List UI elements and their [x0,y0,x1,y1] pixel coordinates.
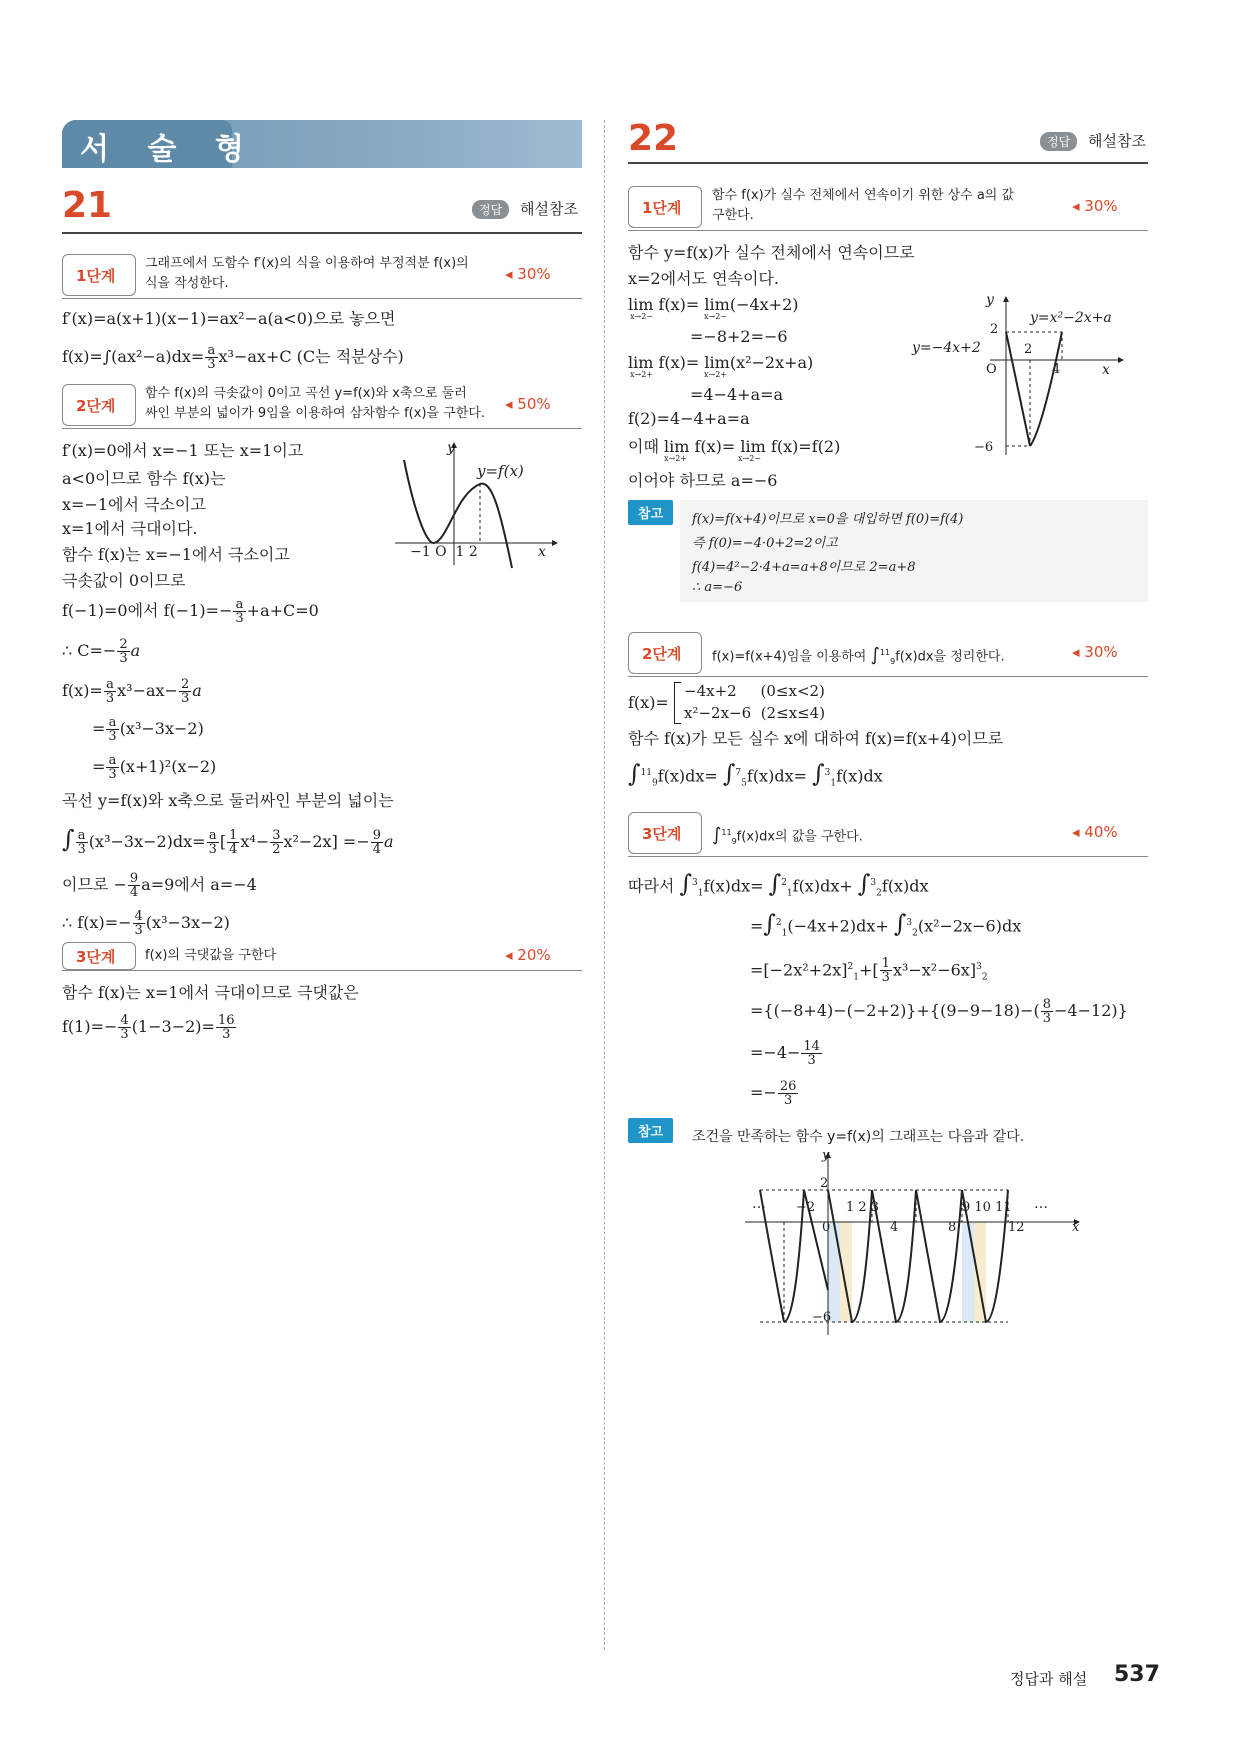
limit-sub: x→2− [630,312,654,321]
graph-left-label: y=−4x+2 [912,340,981,356]
note-line: 즉 f(0)=−4·0+2=2이고 [692,536,838,551]
text-line: f(x)= [628,693,669,712]
rule [62,970,582,971]
graph-tick: −6 [812,1310,832,1325]
text-line: = $\frac{a}{3}$ (x+1)²(x−2) [92,753,217,782]
rule [62,298,582,299]
rule [628,230,1148,231]
graph-origin: 0 [822,1220,831,1235]
area-integral: ∫ $\frac{a}{3}$ (x³−3x−2)dx= $\frac{a}{3}$ [ $\frac{1}{4}$ x⁴− $\frac{3}{2}$ x²−2x] =− $\frac{9}{4}$ a [62,825,394,857]
step3-percent: ◂ 40% [1072,823,1118,841]
step2-desc: 함수 f(x)의 극솟값이 0이고 곡선 y=f(x)와 x축으로 둘러 싸인 부분의 넓이가 9임을 이용하여 삼차함수 f(x)을 구한다. [145,386,486,421]
graph-x-label: x [1072,1220,1080,1235]
graph-y-label: y [986,292,994,308]
text-line: = $\frac{a}{3}$ (x³−3x−2) [92,715,204,744]
limit-sub: x→2+ [630,370,654,379]
footer-label: 정답과 해설 [1010,1670,1088,1688]
step1-desc: 그래프에서 도함수 f′(x)의 식을 이용하여 부정적분 f(x)의 식을 작성한다. [145,256,469,291]
note-badge: 참고 [628,500,673,525]
rule [62,232,582,234]
max-value-line: f(1)=− $\frac{4}{3}$ (1−3−2)= $\frac{16}{3}$ [62,1013,235,1042]
graph-y-label: y [447,440,455,456]
step3-label: 3단계 [642,825,682,843]
rule [628,676,1148,677]
step1-percent: ◂ 30% [505,265,551,283]
step2-label: 2단계 [76,397,116,415]
text-line: ∴ C=− $\frac{2}{3}$ a [62,637,141,666]
text-line: lim f(x)= lim(−4x+2) [628,295,799,314]
step2-percent: ◂ 50% [505,395,551,413]
text-line: 함수 y=f(x)가 실수 전체에서 연속이므로 [628,243,915,262]
answer-text: 해설참조 [520,200,578,218]
text-line: =− $\frac{26}{3}$ [750,1079,797,1108]
step3-percent: ◂ 20% [505,946,551,964]
text-line: x²−2x−6 (2≤x≤4) [684,704,826,722]
step3-desc: ∫$^{11}_9$f(x)dx의 값을 구한다. [712,824,863,846]
answer-badge: 정답 [1040,132,1077,151]
periodic-graph [740,1150,1090,1340]
integral-line: f(x)=∫(ax²−a)dx= $\frac{a}{3}$ x³−ax+C (C는 적분상수) [62,343,404,372]
step1-percent: ◂ 30% [1072,197,1118,215]
graph-tick: 8 [948,1220,957,1235]
step3-label: 3단계 [76,948,116,966]
text-line: 이때 lim f(x)= lim f(x)=f(2) [628,437,841,456]
answer-text: 해설참조 [1088,132,1146,150]
page-number: 537 [1114,1662,1160,1687]
text-line: f′(x)=0에서 x=−1 또는 x=1이고 [62,441,304,460]
text-line: 함수 f(x)가 모든 실수 x에 대하여 f(x)=f(x+4)이므로 [628,729,1004,748]
graph-tick: 2 [820,1176,829,1191]
step1-label: 1단계 [642,199,682,217]
note-line: 조건을 만족하는 함수 y=f(x)의 그래프는 다음과 같다. [692,1129,1025,1145]
derivative-line: f′(x)=a(x+1)(x−1)=ax²−a(a<0)으로 놓으면 [62,309,396,328]
step3-desc: f(x)의 극댓값을 구한다 [145,948,277,963]
text-line: f(2)=4−4+a=a [628,409,750,428]
text-line: f(x)= $\frac{a}{3}$ x³−ax− $\frac{2}{3}$ a [62,677,202,706]
integral-equality: ∫$^{11}_9$f(x)dx= ∫$^7_5$f(x)dx= ∫$^3_1$f(x)dx [628,759,883,789]
step2-percent: ◂ 30% [1072,643,1118,661]
graph-tick: −6 [974,440,994,455]
graph-ticks: 9 10 11 [962,1200,1012,1215]
problem-number-21: 21 [62,185,113,226]
graph-ticks: −1 O 1 2 [410,544,478,560]
rule [628,856,1148,857]
text-line: a<0이므로 함수 f(x)는 [62,469,226,488]
graph-tick: −2 [796,1200,816,1215]
step2-desc: f(x)=f(x+4)임을 이용하여 ∫$^{11}_9$f(x)dx을 정리한다. [712,644,1005,666]
limit-sub: x→2+ [664,454,688,463]
graph-ellipsis: … [752,1196,766,1212]
graph-origin: O [986,362,997,377]
text-line: 함수 f(x)는 x=1에서 극대이므로 극댓값은 [62,983,359,1002]
text-line: =−4− $\frac{14}{3}$ [750,1039,820,1068]
text-line: ={(−8+4)−(−2+2)}+{(9−9−18)−( $\frac{8}{3}$ −4−12)} [750,997,1128,1026]
text-line: x=1에서 극대이다. [62,519,198,538]
graph-tick: 2 [1024,342,1033,357]
graph-ellipsis: … [1034,1196,1048,1212]
answer-badge: 정답 [472,200,509,219]
text-line: 이어야 하므로 a=−6 [628,471,778,490]
step1-label: 1단계 [76,267,116,285]
text-line: =4−4+a=a [690,385,784,404]
text-line: 따라서 ∫$^3_1$f(x)dx= ∫$^2_1$f(x)dx+ ∫$^3_2$f(x)dx [628,869,929,899]
brace [674,682,681,724]
text-line: ∴ f(x)=− $\frac{4}{3}$ (x³−3x−2) [62,909,230,938]
text-line: 극솟값이 0이므로 [62,571,186,590]
note-line: f(4)=4²−2·4+a=a+8이므로 2=a+8 [692,560,916,575]
rule [628,162,1148,164]
text-line: 곡선 y=f(x)와 x축으로 둘러싸인 부분의 넓이는 [62,791,394,810]
step2-label: 2단계 [642,645,682,663]
text-line: f(−1)=0에서 f(−1)=− $\frac{a}{3}$ +a+C=0 [62,597,319,626]
graph-x-label: x [538,544,546,560]
problem-number-22: 22 [628,118,679,159]
text-line: −4x+2 (0≤x<2) [684,682,825,700]
text-line: lim f(x)= lim(x²−2x+a) [628,353,814,372]
text-line: 이므로 − $\frac{9}{4}$ a=9에서 a=−4 [62,871,257,900]
graph-x-label: x [1102,362,1110,378]
graph-tick: 4 [890,1220,899,1235]
graph-tick: 2 [990,322,999,337]
text-line: 함수 f(x)는 x=−1에서 극소이고 [62,545,290,564]
graph-curve-label: y=f(x) [477,462,524,480]
rule [62,428,582,429]
text-line: $=[-2x^2+2x]^2_1+$[ $\frac{1}{3}$ x³−x²−6x]$^3_2$ [750,956,988,986]
limit-sub: x→2− [738,454,762,463]
step1-desc: 함수 f(x)가 실수 전체에서 연속이기 위한 상수 a의 값 구한다. [712,188,1015,223]
text-line: x=2에서도 연속이다. [628,269,779,288]
note-line: ∴ a=−6 [692,580,743,595]
text-line: =−8+2=−6 [690,327,788,346]
column-divider [604,120,605,1650]
limit-sub: x→2− [704,312,728,321]
text-line: x=−1에서 극소이고 [62,495,206,514]
text-line: =∫$^2_1$(−4x+2)dx+ ∫$^3_2$(x²−2x−6)dx [750,909,1022,939]
graph-ticks: 1 2 3 [846,1200,880,1215]
graph-right-label: y=x²−2x+a [1030,310,1112,326]
graph-y-label: y [822,1148,830,1163]
limit-sub: x→2+ [704,370,728,379]
note-line: f(x)=f(x+4)이므로 x=0을 대입하면 f(0)=f(4) [692,512,964,527]
graph-tick: 12 [1008,1220,1025,1235]
section-title: 서 술 형 [80,132,258,167]
graph-tick: 4 [1052,362,1061,377]
note-badge: 참고 [628,1118,673,1143]
